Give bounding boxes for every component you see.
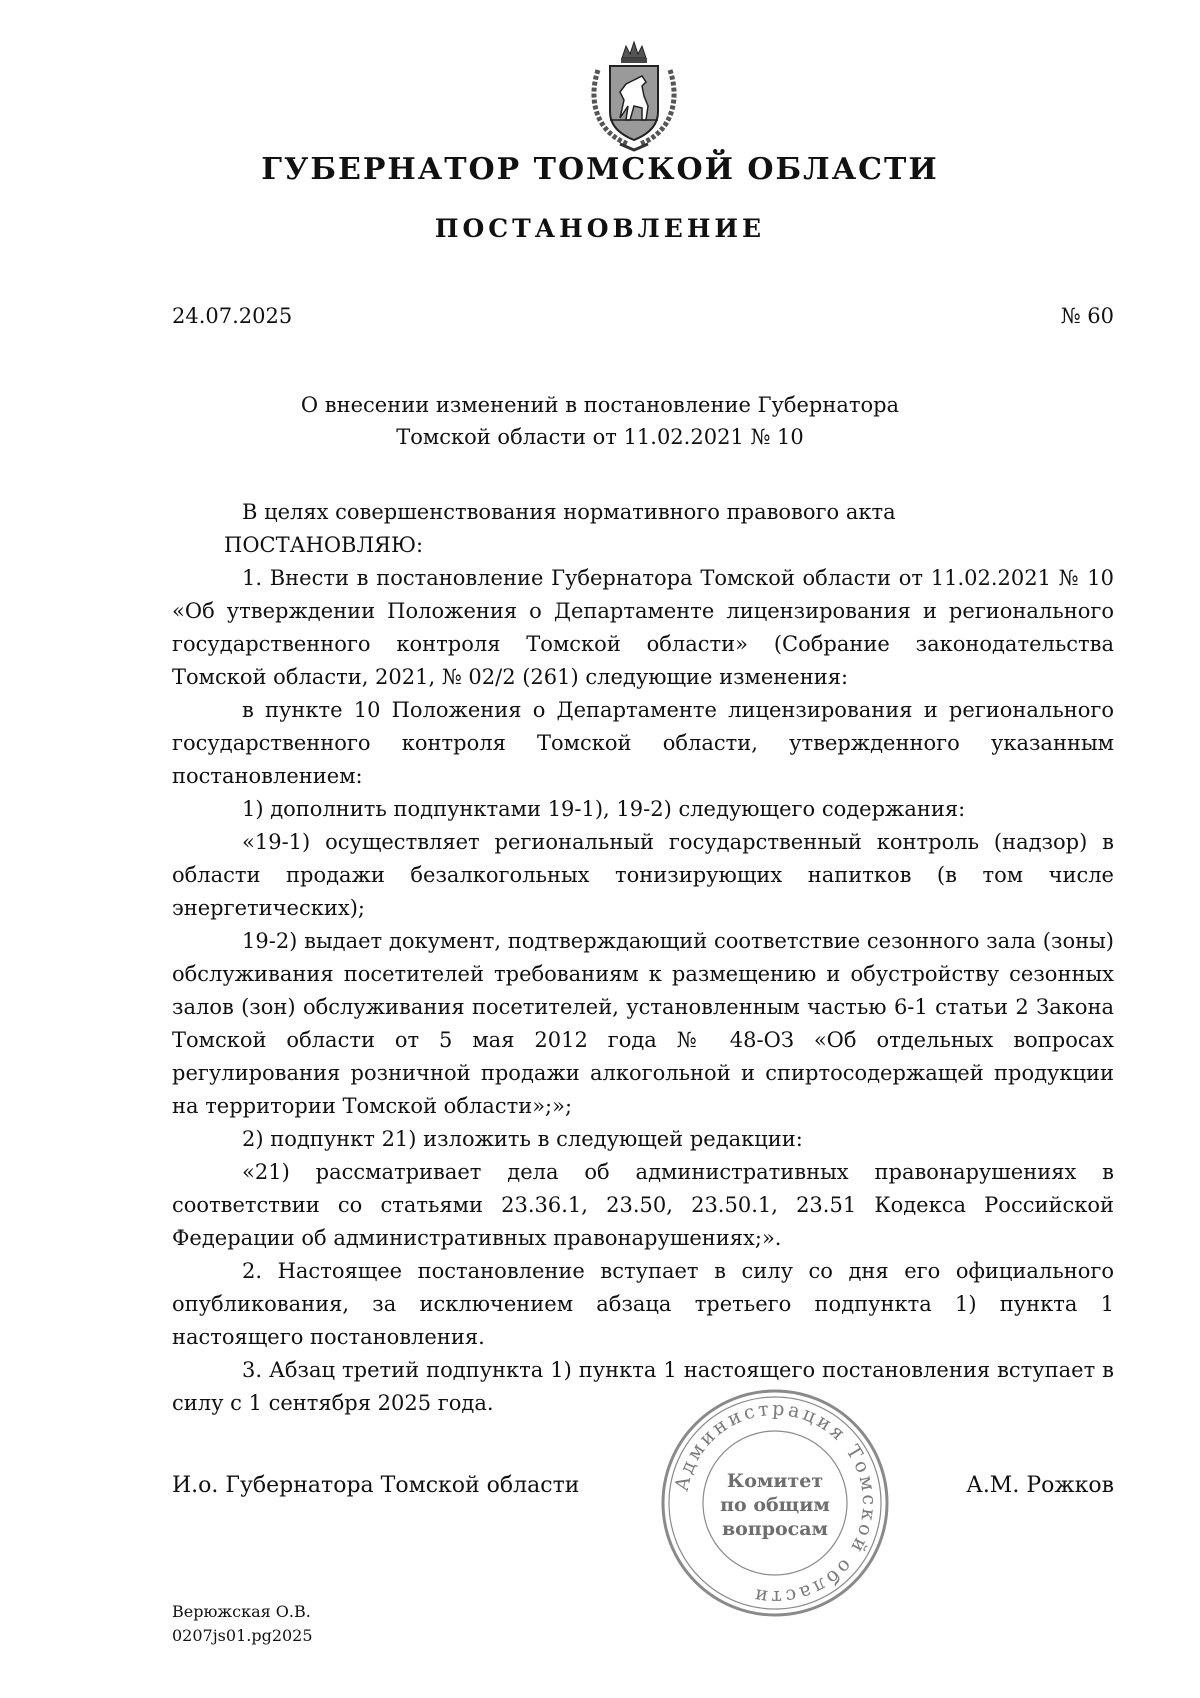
executor-file-code: 0207js01.pg2025 (172, 1626, 313, 1645)
stamp-center-line: вопросам (721, 1518, 829, 1540)
document-date: 24.07.2025 (172, 304, 293, 328)
title-line-1: О внесении изменений в постановление Губернатора (300, 393, 900, 417)
document-number: № 60 (1060, 304, 1114, 328)
paragraph: «21) рассматривает дела об административных правонарушениях в соответствии со статьями 23.36.1, 23.50, 23.50.1, 23.51 Кодекса Российской Федерации об административных правонарушениях;». (172, 1160, 1114, 1250)
paragraph: 2) подпункт 21) изложить в следующей редакции: (242, 1127, 803, 1151)
stamp-center-line: Комитет (726, 1470, 824, 1492)
tomsk-coat-of-arms-emblem (584, 40, 684, 152)
official-stamp (655, 1383, 895, 1623)
paragraph: 1. Внести в постановление Губернатора Томской области от 11.02.2021 № 10 «Об утверждении Положения о Департаменте лицензирования и регионального государственного контроля Томской области» (Собрание законодательства Томской области, 2021, № 02/2 (261) следующие изменения: (172, 566, 1114, 689)
title-line-2: Томской области от 11.02.2021 № 10 (396, 425, 804, 449)
stamp-ring-text: Администрация Томской области (670, 1397, 881, 1609)
paragraph: 3. Абзац третий подпункта 1) пункта 1 настоящего постановления вступает в силу с 1 сентября 2025 года. (172, 1358, 1114, 1415)
signatory-position: И.о. Губернатора Томской области (172, 1473, 580, 1498)
authority-heading: ГУБЕРНАТОР ТОМСКОЙ ОБЛАСТИ (261, 152, 939, 187)
paragraph: ПОСТАНОВЛЯЮ: (224, 533, 424, 557)
paragraph: 2. Настоящее постановление вступает в силу со дня его официального опубликования, за исключением абзаца третьего подпункта 1) пункта 1 настоящего постановления. (172, 1259, 1114, 1349)
paragraph: в пункте 10 Положения о Департаменте лицензирования и регионального государственного контроля Томской области, утвержденного указанным постановлением: (172, 698, 1114, 788)
paragraph: «19-1) осуществляет региональный государственный контроль (надзор) в области продажи безалкогольных тонизирующих напитков (в том числе энергетических); (172, 830, 1114, 920)
document-type-heading: ПОСТАНОВЛЕНИЕ (434, 214, 766, 243)
paragraph: 19-2) выдает документ, подтверждающий соответствие сезонного зала (зоны) обслуживания посетителей требованиям к размещению и обустройству сезонных залов (зон) обслуживания посетителей, установленным частью 6-1 статьи 2 Закона Томской области от 5 мая 2012 года № 48-ОЗ «Об отдельных вопросах регулирования розничной продажи алкогольной и спиртосодержащей продукции на территории Томской области»;»; (172, 929, 1114, 1118)
stamp-center-line: по общим (720, 1494, 830, 1516)
paragraph: 1) дополнить подпунктами 19-1), 19-2) следующего содержания: (242, 797, 966, 821)
document-title (300, 389, 900, 453)
signatory-name: А.М. Рожков (966, 1473, 1114, 1498)
executor-name: Верюжская О.В. (172, 1602, 311, 1621)
paragraph: В целях совершенствования нормативного правового акта (242, 500, 896, 524)
executor-block (172, 1600, 313, 1648)
document-body (172, 496, 1114, 1420)
